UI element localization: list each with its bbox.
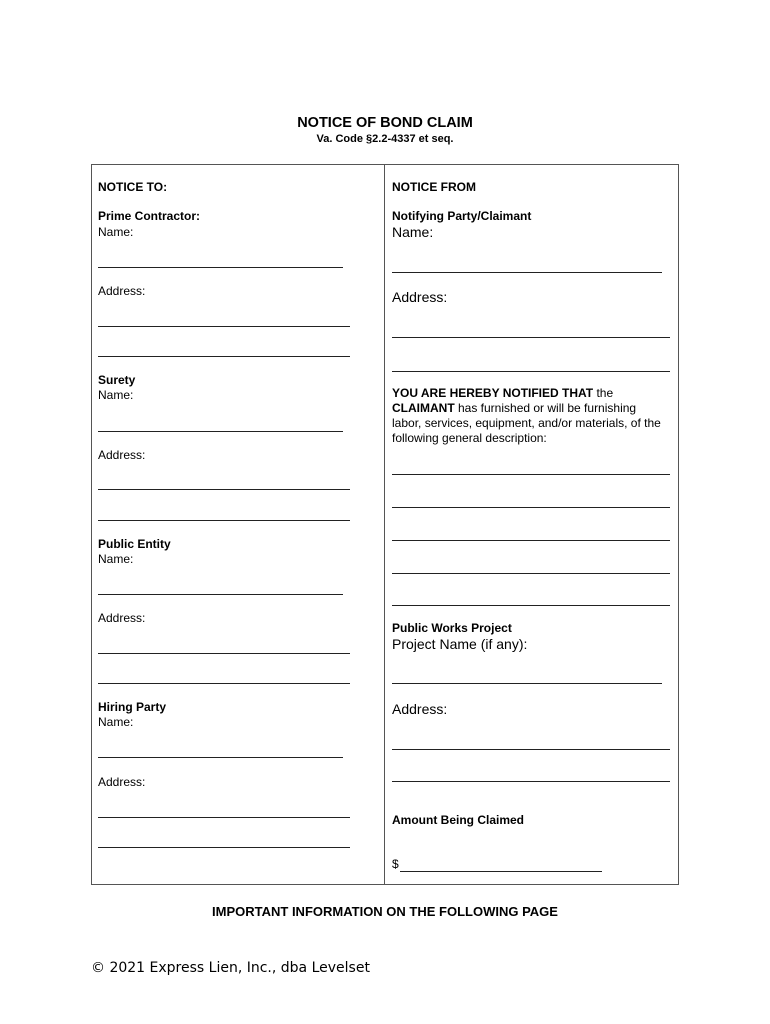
public-entity-address-line-2[interactable]	[98, 683, 350, 684]
project-name-line[interactable]	[392, 683, 662, 684]
surety-name-label: Name:	[98, 388, 134, 402]
notice-from-heading: NOTICE FROM	[392, 180, 476, 194]
claimant-heading: Notifying Party/Claimant	[392, 209, 532, 223]
hiring-party-heading: Hiring Party	[98, 700, 167, 714]
surety-address-line-2[interactable]	[98, 520, 350, 521]
description-line-5[interactable]	[392, 605, 670, 606]
claimant-address-line-1[interactable]	[392, 337, 670, 338]
claimant-address-label: Address:	[392, 289, 448, 305]
project-address-line-1[interactable]	[392, 749, 670, 750]
prime-contractor-name-label: Name:	[98, 225, 134, 239]
prime-contractor-address-line-1[interactable]	[98, 326, 350, 327]
hiring-party-name-line[interactable]	[98, 757, 343, 758]
surety-address-label: Address:	[98, 448, 146, 462]
hiring-party-address-label: Address:	[98, 775, 146, 789]
document-subtitle: Va. Code §2.2-4337 et seq.	[316, 133, 454, 145]
notice-part2: has furnished or will be furnishing labor, services, equipment, and/or materials, of the following general description:	[392, 401, 661, 445]
public-entity-address-label: Address:	[98, 611, 146, 625]
claimant-name-label: Name:	[392, 224, 434, 240]
prime-contractor-name-line[interactable]	[98, 267, 343, 268]
notice-claimant: CLAIMANT	[392, 401, 455, 415]
public-entity-name-label: Name:	[98, 552, 134, 566]
claimant-name-line[interactable]	[392, 272, 662, 273]
public-entity-heading: Public Entity	[98, 537, 171, 551]
prime-contractor-address-label: Address:	[98, 284, 146, 298]
amount-line[interactable]	[400, 871, 602, 872]
description-line-4[interactable]	[392, 573, 670, 574]
description-line-2[interactable]	[392, 507, 670, 508]
surety-address-line-1[interactable]	[98, 489, 350, 490]
claimant-address-line-2[interactable]	[392, 371, 670, 372]
public-entity-address-line-1[interactable]	[98, 653, 350, 654]
surety-heading: Surety	[98, 373, 136, 387]
copyright-notice: © 2021 Express Lien, Inc., dba Levelset	[91, 960, 370, 976]
important-information-note: IMPORTANT INFORMATION ON THE FOLLOWING PAGE	[212, 904, 558, 919]
amount-heading: Amount Being Claimed	[392, 813, 525, 827]
column-divider	[384, 164, 385, 885]
currency-symbol: $	[392, 857, 399, 871]
surety-name-line[interactable]	[98, 431, 343, 432]
notice-to-heading: NOTICE TO:	[98, 180, 168, 194]
prime-contractor-heading: Prime Contractor:	[98, 209, 201, 223]
hiring-party-name-label: Name:	[98, 715, 134, 729]
hiring-party-address-line-2[interactable]	[98, 847, 350, 848]
project-address-line-2[interactable]	[392, 781, 670, 782]
description-line-1[interactable]	[392, 474, 670, 475]
document-title: NOTICE OF BOND CLAIM	[297, 115, 473, 131]
project-name-label: Project Name (if any):	[392, 636, 528, 652]
project-address-label: Address:	[392, 701, 448, 717]
description-line-3[interactable]	[392, 540, 670, 541]
prime-contractor-address-line-2[interactable]	[98, 356, 350, 357]
hiring-party-address-line-1[interactable]	[98, 817, 350, 818]
public-entity-name-line[interactable]	[98, 594, 343, 595]
notice-lead: YOU ARE HEREBY NOTIFIED THAT	[392, 386, 594, 400]
project-heading: Public Works Project	[392, 621, 512, 635]
notice-part1: the	[593, 386, 614, 400]
notice-paragraph	[392, 386, 667, 446]
